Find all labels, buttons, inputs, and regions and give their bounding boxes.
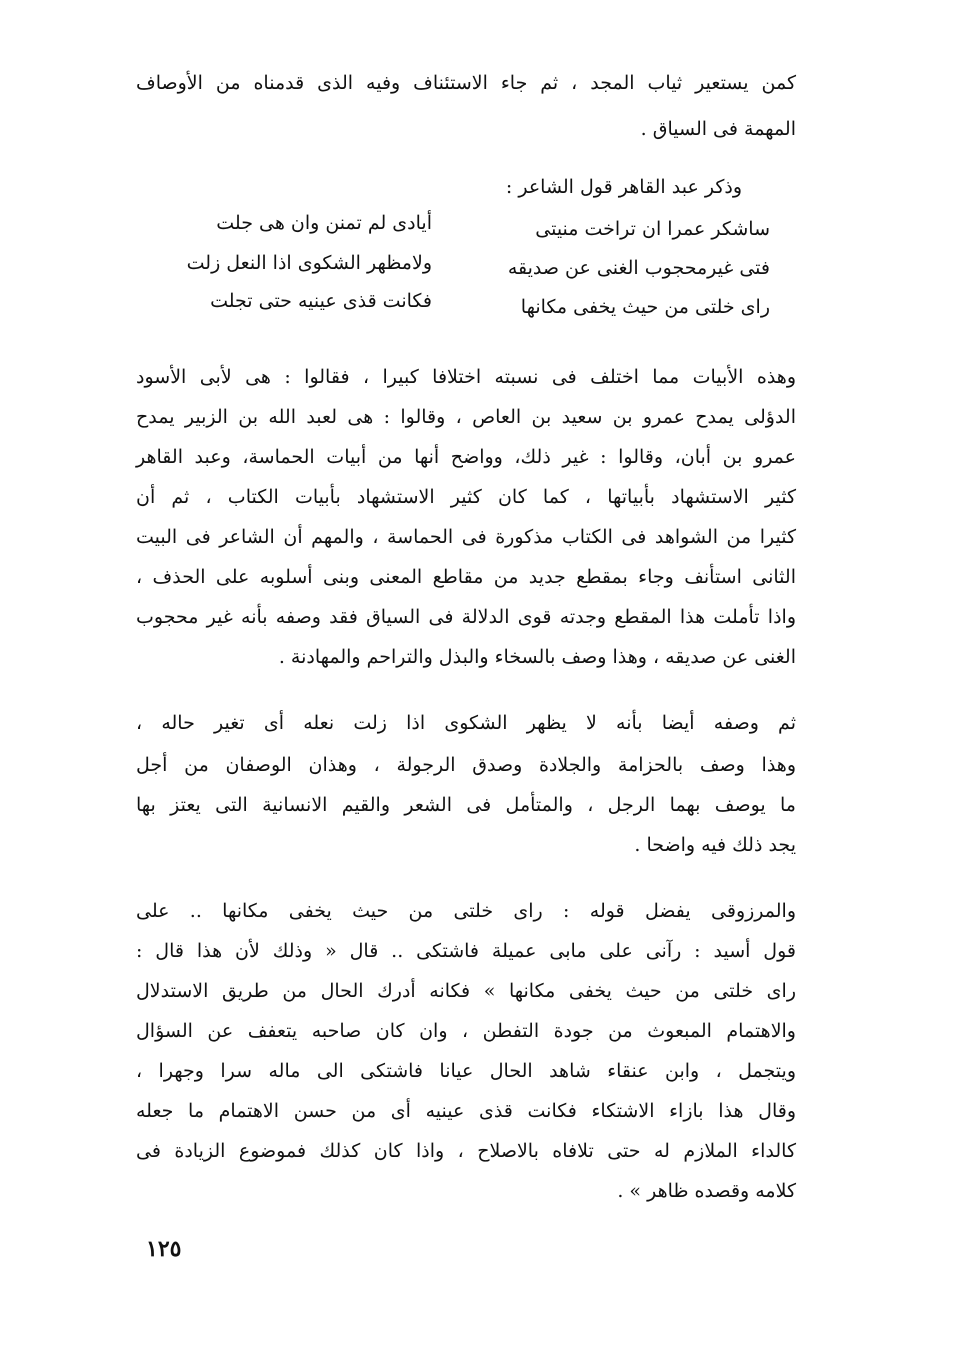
- paragraph4-line-6: وقال هذا بازاء الاشتكاء فكانت قذى عينيه أى من حسن الاهتمام ما جعله: [136, 1100, 796, 1122]
- paragraph2-line-4: كثير الاستشهاد بأبياتها ، كما كان كثير الاستشهاد بأبيات الكتاب ، ثم أن: [136, 486, 796, 508]
- paragraph2-line-6: الثانى استأنف وجاء بمقطع جديد من مقاطع المعنى وبنى أسلوبه على الحذف ،: [136, 566, 796, 588]
- paragraph4-line-7: كالداء الملازم له حتى تلافاه بالاصلاح ، واذا كان كذلك فموضوع الزيادة فى: [136, 1140, 796, 1162]
- page-number: ١٢٥: [146, 1236, 182, 1262]
- paragraph3-line-4: يجد ذلك فيه واضحا .: [634, 834, 796, 856]
- verse-2-first-hemistich: فتى غيرمحجوب الغنى عن صديقه: [507, 257, 770, 279]
- paragraph2-line-3: عمرو بن أبان، وقالوا : غير ذلك، وواضح أنها من أبيات الحماسة، وعبد القاهر: [136, 446, 796, 468]
- paragraph2-line-2: الدؤلى يمدح عمرو بن سعيد بن العاص ، وقالوا : هى لعبد الله بن الزبير يمدح: [136, 406, 796, 428]
- paragraph3-line-3: ما يوصف بهما الرجل ، والمتأمل فى الشعر والقيم الانسانية التى يعتز بها: [136, 794, 796, 816]
- paragraph4-line-4: والاهتمام المبعوث من جودة التفطن ، وان كان صاحبه يتعفف عن السؤال: [136, 1020, 796, 1042]
- verse-3-first-hemistich: راى خلتى من حيث يخفى مكانها: [520, 296, 770, 318]
- paragraph4-line-8: كلامه وقصده ظاهر » .: [617, 1180, 796, 1202]
- verse-2-second-hemistich: ولامظهر الشكوى اذا النعل زلت: [186, 252, 432, 274]
- paragraph2-line-8: الغنى عن صديقه ، وهذا وصف بالسخاء والبذل والتراحم والمهادنة .: [278, 646, 796, 668]
- paragraph2-line-5: كثيرا من الشواهد فى الكتاب مذكورة فى الحماسة ، والمهم أن الشاعر فى البيت: [136, 526, 796, 548]
- verse-3-second-hemistich: فكانت قذى عينيه حتى تجلت: [210, 290, 432, 312]
- verse-intro: وذكر عبد القاهر قول الشاعر :: [505, 176, 742, 198]
- paragraph1-line-1: كمن يستعير ثياب المجد ، ثم جاء الاستئناف وفيه الذى قدمناه من الأوصاف: [136, 72, 796, 94]
- paragraph4-line-2: قول أسيد : رآنى على مابى عميلة فاشتكى .. قال « وذلك لأن هذا قال :: [136, 940, 796, 962]
- paragraph3-line-2: وهذا وصف بالحزامة والجلادة وصدق الرجولة ، وهذان الوصفان من أجل: [136, 754, 796, 776]
- paragraph1-line-2: المهمة فى السياق .: [640, 118, 796, 140]
- paragraph2-line-1: وهذه الأبيات مما اختلف فى نسبته اختلافا كبيرا ، فقالوا : هى لأبى الأسود: [136, 366, 796, 388]
- paragraph3-line-1: ثم وصفه أيضا بأنه لا يظهر الشكوى اذا زلت نعله أى تغير حاله ،: [136, 712, 796, 734]
- verse-1-second-hemistich: أيادى لم تمنن وان هى جلت: [216, 212, 432, 234]
- verse-1-first-hemistich: ساشكر عمرا ان تراخت منيتى: [535, 218, 770, 240]
- paragraph4-line-5: ويتجمل ، وابن عنقاء شاهد الحال عيانا فاشتكى الى ماله سرا وجهرا ،: [136, 1060, 796, 1082]
- paragraph4-line-3: راى خلتى من حيث يخفى مكانها » فكانه أدرك الحال من طريق الاستدلال: [136, 980, 796, 1002]
- paragraph2-line-7: واذا تأملت هذا المقطع وجدته قوى الدلالة فى السياق فقد وصفه بأنه غير محجوب: [136, 606, 796, 628]
- paragraph4-line-1: والمرزوقى يفضل قوله : راى خلتى من حيث يخفى مكانها .. على: [136, 900, 796, 922]
